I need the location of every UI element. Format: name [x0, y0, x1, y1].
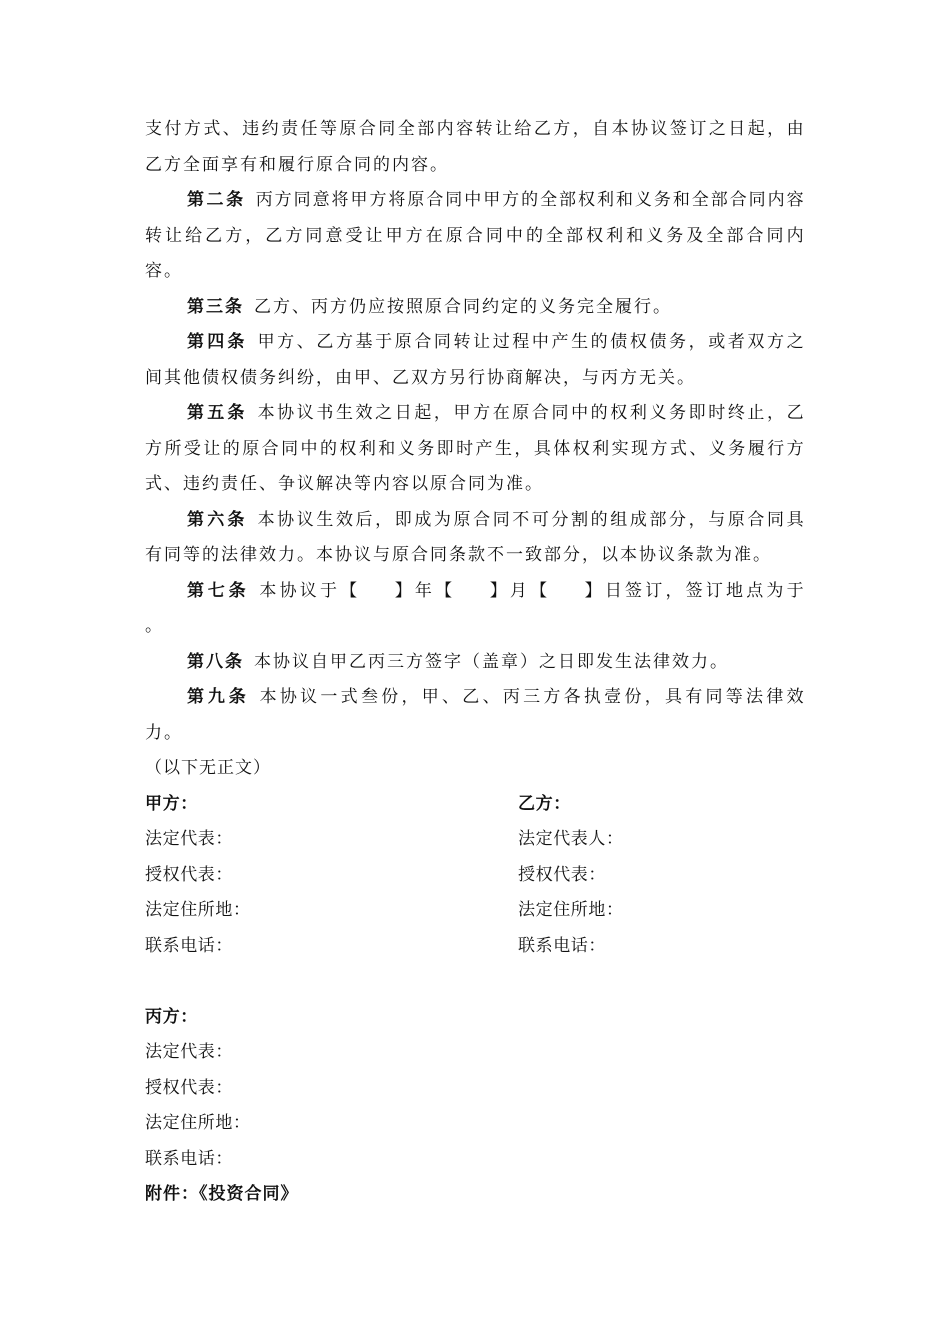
party-c-authorized-rep: 授权代表： [145, 1077, 233, 1098]
party-c-phone: 联系电话： [145, 1148, 233, 1169]
party-b-authorized-rep: 授权代表： [518, 864, 606, 885]
party-c-address: 法定住所地： [145, 1113, 251, 1133]
clause-7 [145, 574, 805, 645]
clause-label: 第七条 [187, 580, 250, 601]
clause-6 [145, 503, 805, 574]
signature-field-row [145, 1106, 805, 1142]
party-a-phone: 联系电话： [145, 935, 233, 956]
clause-9 [145, 680, 805, 751]
clause-text: 容。 [145, 261, 183, 281]
clause-text: 本协议生效后，即成为原合同不可分割的组成部分，与原合同具 [257, 509, 806, 530]
clause-text: 本协议一式叁份，甲、乙、丙三方各执壹份，具有同等法律效 [259, 687, 805, 707]
clause-line [145, 325, 805, 361]
party-a-authorized-rep: 授权代表： [145, 864, 233, 885]
signature-field-row [145, 929, 805, 965]
clause-text: 甲方、乙方基于原合同转让过程中产生的债权债务，或者双方之 [257, 332, 806, 352]
clause-text: 力。 [145, 722, 183, 743]
signature-block-ab [145, 787, 805, 965]
attachment-line: 附件：《投资合同》 [145, 1184, 299, 1204]
party-b-title: 乙方： [518, 793, 571, 814]
clause-text: 。 [145, 616, 164, 636]
clause-label: 第六条 [187, 509, 248, 530]
clause-text: 有同等的法律效力。本协议与原合同条款不一致部分，以本协议条款为准。 [145, 545, 772, 565]
clause-text: 本协议自甲乙丙三方签字（盖章）之日即发生法律效力。 [254, 651, 729, 672]
clause-2 [145, 183, 805, 290]
party-a-address: 法定住所地： [145, 900, 251, 920]
clause-text: 式、违约责任、争议解决等内容以原合同为准。 [145, 474, 544, 494]
party-b-address: 法定住所地： [518, 900, 624, 920]
clause-line [145, 680, 805, 716]
signature-field-row [145, 893, 805, 929]
clause-8 [145, 645, 805, 681]
party-title-row [145, 1000, 805, 1036]
clause-line [145, 183, 805, 219]
spacer [145, 964, 805, 1000]
clause-line [145, 645, 805, 681]
clause-line [145, 574, 805, 610]
clause-line [145, 254, 805, 290]
clause-3 [145, 290, 805, 326]
signature-field-row [145, 858, 805, 894]
party-title-row [145, 787, 805, 823]
clause-text: 乙方、丙方仍应按照原合同约定的义务完全履行。 [254, 296, 672, 317]
clause-text: 方所受让的原合同中的权利和义务即时产生，具体权利实现方式、义务履行方 [145, 438, 805, 459]
clause-line [145, 467, 805, 503]
clause-line [145, 716, 805, 752]
signature-block-c [145, 1000, 805, 1178]
clause-4 [145, 325, 805, 396]
signature-field-row [145, 1035, 805, 1071]
party-b-legal-rep: 法定代表人： [518, 829, 624, 849]
party-b-phone: 联系电话： [518, 935, 606, 956]
clause-line [145, 396, 805, 432]
clause-line [145, 148, 805, 184]
party-a-title: 甲方： [145, 793, 198, 814]
clause-5 [145, 396, 805, 503]
clause-line [145, 361, 805, 397]
clause-line [145, 503, 805, 539]
clause-line [145, 538, 805, 574]
party-a-legal-rep: 法定代表： [145, 829, 233, 849]
clause-text: 间其他债权债务纠纷，由甲、乙双方另行协商解决，与丙方无关。 [145, 367, 696, 388]
clause-label: 第二条 [187, 190, 246, 210]
contract-page [145, 112, 805, 1213]
signature-field-row [145, 822, 805, 858]
clause-line [145, 219, 805, 255]
clause-label: 第五条 [187, 403, 248, 423]
signature-field-row [145, 1071, 805, 1107]
clause-line [145, 290, 805, 326]
party-c-title: 丙方： [145, 1006, 198, 1027]
clause-line [145, 609, 805, 645]
clause-line [145, 432, 805, 468]
signature-field-row [145, 1142, 805, 1178]
clause-label: 第八条 [187, 651, 244, 672]
end-note: （以下无正文） [145, 758, 271, 778]
clause-label: 第三条 [187, 296, 244, 317]
party-c-legal-rep: 法定代表： [145, 1042, 233, 1062]
clause-label: 第九条 [187, 687, 250, 707]
clause-text: 乙方全面享有和履行原合同的内容。 [145, 154, 449, 175]
clause-text: 转让给乙方，乙方同意受让甲方在原合同中的全部权利和义务及全部合同内 [145, 225, 805, 246]
clause-label: 第四条 [187, 332, 248, 352]
clause-continuation [145, 112, 805, 183]
clause-line [145, 112, 805, 148]
clause-text: 支付方式、违约责任等原合同全部内容转让给乙方，自本协议签订之日起，由 [145, 119, 805, 139]
clause-text: 丙方同意将甲方将原合同中甲方的全部权利和义务和全部合同内容 [255, 190, 805, 210]
clause-text: 本协议书生效之日起，甲方在原合同中的权利义务即时终止，乙 [257, 403, 806, 423]
clause-text: 本协议于【 】年【 】月【 】日签订，签订地点为于 [259, 580, 806, 601]
